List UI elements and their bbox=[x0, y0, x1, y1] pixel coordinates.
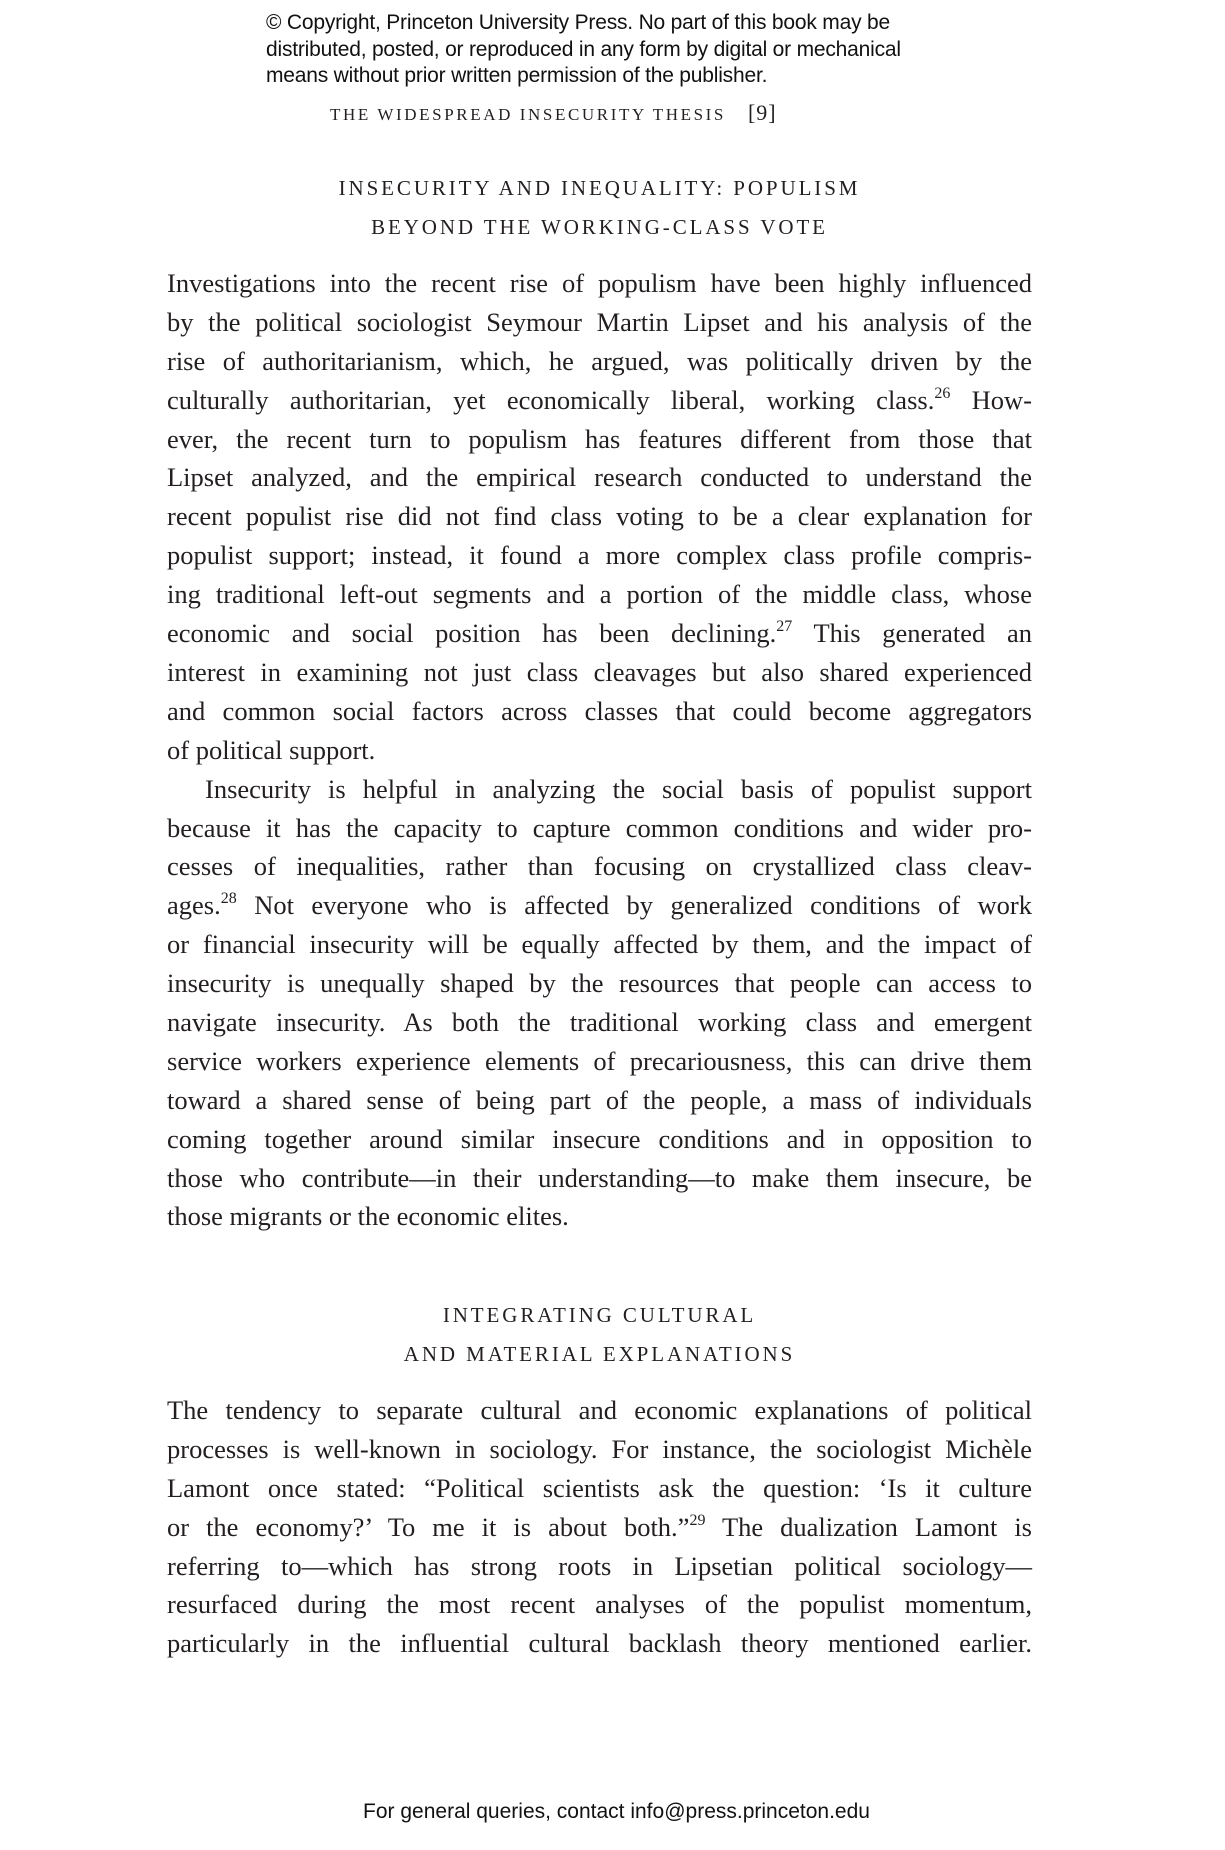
section-heading-line: INTEGRATING CULTURAL bbox=[442, 1303, 757, 1327]
page-number: [9] bbox=[747, 100, 777, 125]
text-run: economic and social position has been declining. bbox=[167, 618, 777, 649]
copyright-notice bbox=[266, 10, 1026, 90]
text-line: service workers experience elements of precariousness, this can drive them bbox=[167, 1045, 1032, 1076]
running-head-title: THE WIDESPREAD INSECURITY THESIS bbox=[330, 105, 726, 124]
footnote-marker[interactable]: 26 bbox=[934, 384, 951, 402]
text-line: resurfaced during the most recent analyses of the populist momentum, bbox=[167, 1589, 1032, 1620]
section-heading-line: INSECURITY AND INEQUALITY: POPULISM bbox=[338, 176, 861, 200]
text-line: because it has the capacity to capture common conditions and wider pro- bbox=[167, 812, 1032, 843]
copyright-line: means without prior written permission of the publisher. bbox=[266, 64, 768, 87]
section-heading bbox=[167, 169, 1032, 247]
paragraph bbox=[167, 770, 1032, 1237]
copyright-line: © Copyright, Princeton University Press. No part of this book may be bbox=[266, 11, 890, 34]
text-run: Not everyone who is affected by generalized conditions of work bbox=[236, 890, 1032, 921]
text-run: or the economy?’ To me it is about both.” bbox=[167, 1511, 690, 1542]
footnote-marker[interactable]: 27 bbox=[776, 618, 793, 636]
text-line bbox=[167, 1508, 1032, 1547]
text-line: coming together around similar insecure conditions and in opposition to bbox=[167, 1123, 1032, 1154]
text-run: culturally authoritarian, yet economically liberal, working class. bbox=[167, 384, 935, 415]
text-line: toward a shared sense of being part of the people, a mass of individuals bbox=[167, 1084, 1032, 1115]
copyright-line: distributed, posted, or reproduced in any form by digital or mechanical bbox=[266, 37, 901, 61]
section-heading bbox=[167, 1296, 1032, 1374]
text-line: and common social factors across classes that could become aggregators bbox=[167, 695, 1032, 726]
section-heading-line: BEYOND THE WORKING-CLASS VOTE bbox=[371, 215, 828, 239]
text-line: Insecurity is helpful in analyzing the social basis of populist support bbox=[205, 773, 1032, 804]
page-footer bbox=[0, 1800, 1225, 1824]
text-line: processes is well-known in sociology. For instance, the sociologist Michèle bbox=[167, 1433, 1032, 1464]
footer-contact-text: For general queries, contact info@press.princeton.edu bbox=[363, 1800, 870, 1823]
text-line: rise of authoritarianism, which, he argued, was politically driven by the bbox=[167, 345, 1032, 376]
text-line: Investigations into the recent rise of populism have been highly influenced bbox=[167, 268, 1032, 298]
text-line: populist support; instead, it found a more complex class profile compris- bbox=[167, 540, 1032, 571]
section-heading-line: AND MATERIAL EXPLANATIONS bbox=[403, 1342, 796, 1366]
paragraph bbox=[167, 1391, 1032, 1663]
footnote-marker[interactable]: 29 bbox=[689, 1511, 706, 1529]
text-run: The dualization Lamont is bbox=[705, 1511, 1032, 1542]
footnote-marker[interactable]: 28 bbox=[220, 890, 237, 908]
text-line: those who contribute—in their understanding—to make them insecure, be bbox=[167, 1162, 1032, 1193]
text-line: ing traditional left-out segments and a portion of the middle class, whose bbox=[167, 579, 1032, 610]
text-line: The tendency to separate cultural and economic explanations of political bbox=[167, 1395, 1032, 1425]
text-line: interest in examining not just class cleavages but also shared experienced bbox=[167, 656, 1032, 687]
text-line bbox=[167, 886, 1032, 925]
text-line: of political support. bbox=[167, 734, 376, 765]
text-line: Lamont once stated: “Political scientists ask the question: ‘Is it culture bbox=[167, 1472, 1032, 1503]
text-line: particularly in the influential cultural backlash theory mentioned earlier. bbox=[167, 1628, 1032, 1659]
text-line: cesses of inequalities, rather than focusing on crystallized class cleav- bbox=[167, 851, 1032, 882]
text-line: referring to—which has strong roots in Lipsetian political sociology— bbox=[167, 1550, 1032, 1581]
text-line: those migrants or the economic elites. bbox=[167, 1201, 569, 1232]
text-line: by the political sociologist Seymour Martin Lipset and his analysis of the bbox=[167, 306, 1032, 337]
text-line: navigate insecurity. As both the traditional working class and emergent bbox=[167, 1007, 1032, 1038]
text-line: recent populist rise did not find class voting to be a clear explanation for bbox=[167, 501, 1032, 532]
text-line: Lipset analyzed, and the empirical research conducted to understand the bbox=[167, 462, 1032, 493]
text-line bbox=[167, 614, 1032, 653]
text-line: insecurity is unequally shaped by the resources that people can access to bbox=[167, 968, 1032, 999]
text-line bbox=[167, 381, 1032, 420]
text-line: or financial insecurity will be equally affected by them, and the impact of bbox=[167, 929, 1032, 960]
text-run: How- bbox=[950, 384, 1032, 415]
text-line: ever, the recent turn to populism has features different from those that bbox=[167, 423, 1032, 454]
text-run: This generated an bbox=[792, 618, 1032, 649]
text-run: ages. bbox=[167, 890, 221, 921]
running-head bbox=[330, 100, 777, 126]
paragraph bbox=[167, 264, 1032, 770]
